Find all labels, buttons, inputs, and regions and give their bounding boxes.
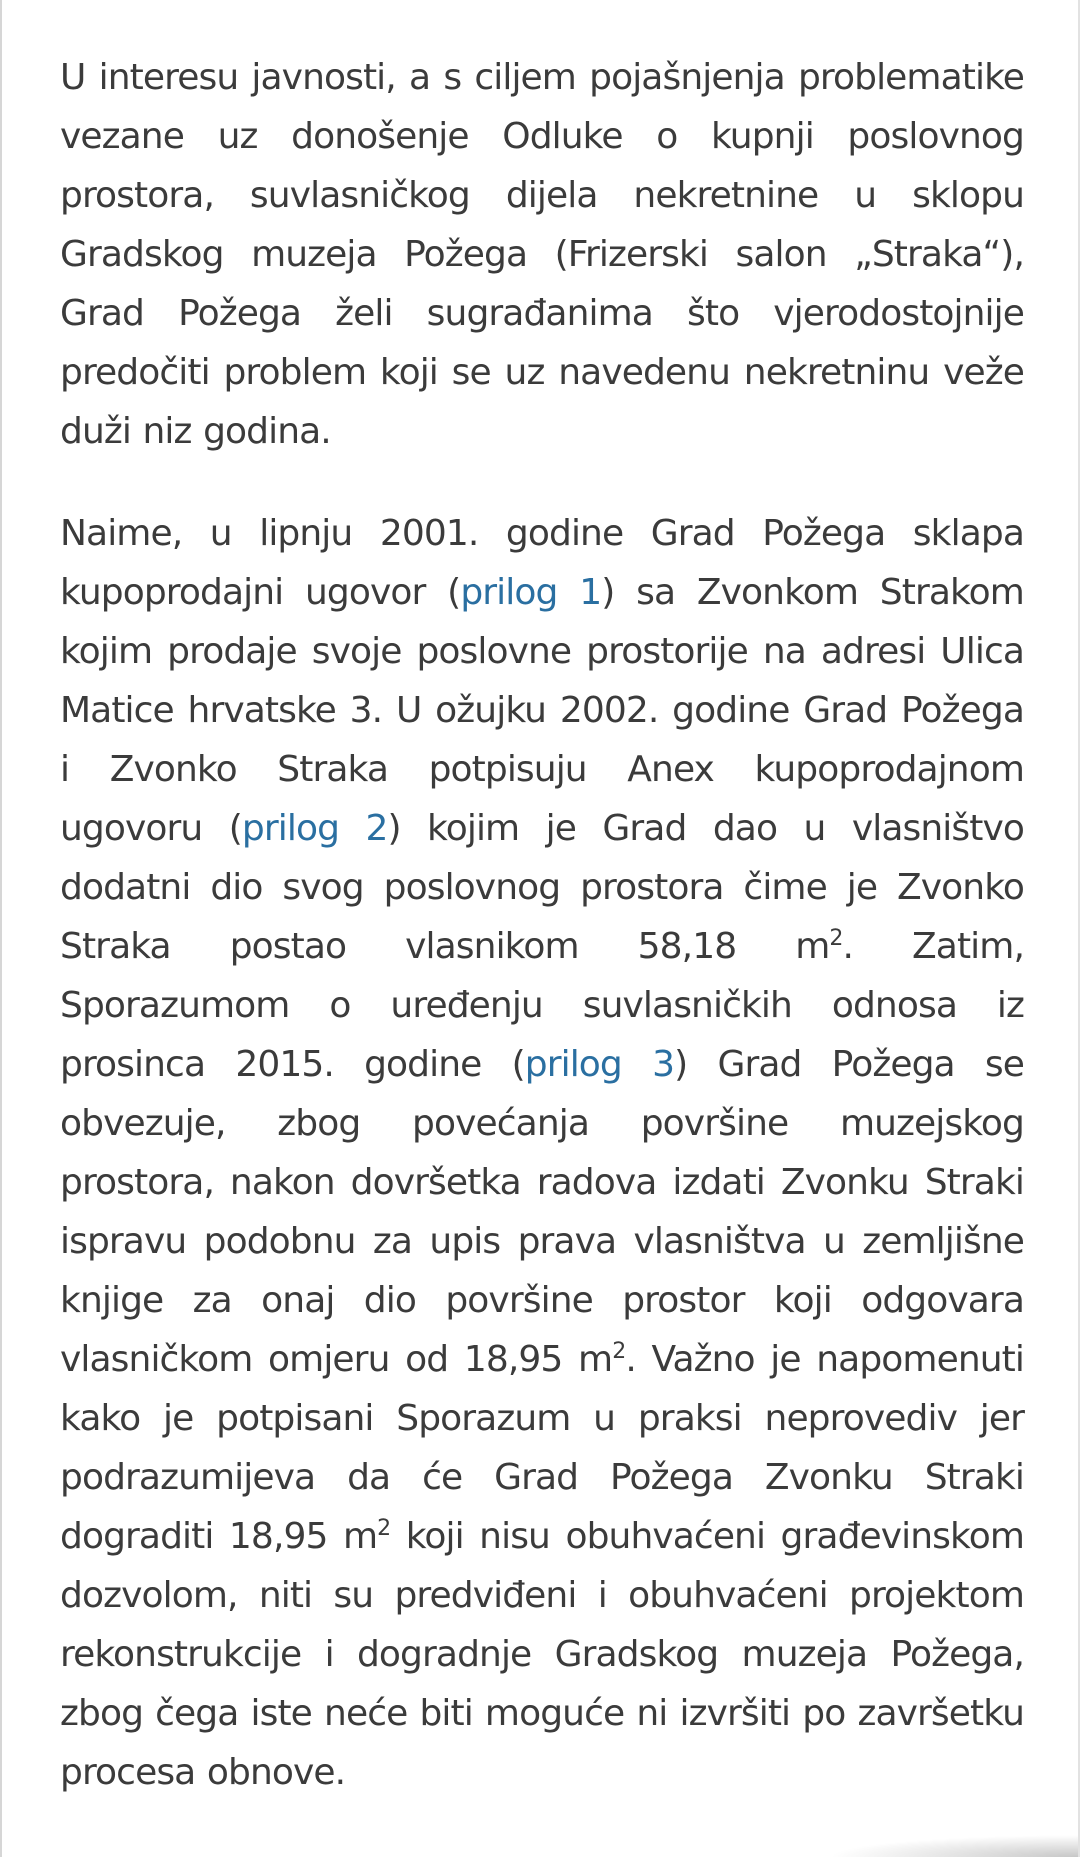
text-segment: Naime, u lipnju 2001. godine Grad Požega sklapa kupoprodajni ugovor ( bbox=[60, 513, 1024, 613]
prilog-1-link[interactable]: prilog 1 bbox=[460, 572, 602, 613]
text-segment: ) kojim je Grad dao u vlasništvo dodatni dio svog poslovnog prostora čime je Zvonko Straka postao vlasnikom 58,18 m bbox=[60, 808, 1024, 967]
article-body bbox=[60, 48, 1024, 1845]
prilog-2-link[interactable]: prilog 2 bbox=[241, 808, 388, 849]
superscript-squared: 2 bbox=[377, 1516, 391, 1541]
superscript-squared: 2 bbox=[829, 926, 843, 951]
text-segment: ) sa Zvonkom Strakom kojim prodaje svoje poslovne prostorije na adresi Ulica Matice hrvatske 3. U ožujku 2002. godine Grad Požega i Zvonko Straka potpisuju Anex kupoprodajnom ugovoru ( bbox=[60, 572, 1024, 849]
text-segment: . Važno je napomenuti kako je potpisani Sporazum u praksi neprovediv jer podrazumijeva da će Grad Požega Zvonku Straki dograditi 18,95 m bbox=[60, 1339, 1024, 1557]
paragraph-details bbox=[60, 504, 1024, 1802]
floating-element-shadow bbox=[828, 1835, 1078, 1857]
superscript-squared: 2 bbox=[612, 1339, 626, 1364]
prilog-3-link[interactable]: prilog 3 bbox=[524, 1044, 675, 1085]
text-segment: koji nisu obuhvaćeni građevinskom dozvolom, niti su predviđeni i obuhvaćeni projektom rekonstrukcije i dogradnje Gradskog muzeja Požega, zbog čega iste neće biti moguće ni izvršiti po završetku procesa obnove. bbox=[60, 1516, 1025, 1793]
paragraph-intro: U interesu javnosti, a s ciljem pojašnjenja problematike vezane uz donošenje Odluke o kupnji poslovnog prostora, suvlasničkog dijela nekretnine u sklopu Gradskog muzeja Požega (Frizerski salon „Straka“), Grad Požega želi sugrađanima što vjerodostojnije predočiti problem koji se uz navedenu nekretninu veže duži niz godina. bbox=[60, 57, 1024, 452]
text-segment: ) Grad Požega se obvezuje, zbog povećanja površine muzejskog prostora, nakon dovršetka radova izdati Zvonku Straki ispravu podobnu za upis prava vlasništva u zemljišne knjige za onaj dio površine prostor koji odgovara vlasničkom omjeru od 18,95 m bbox=[60, 1044, 1025, 1380]
text-segment: . Zatim, Sporazumom o uređenju suvlasničkih odnosa iz prosinca 2015. godine ( bbox=[60, 926, 1024, 1085]
